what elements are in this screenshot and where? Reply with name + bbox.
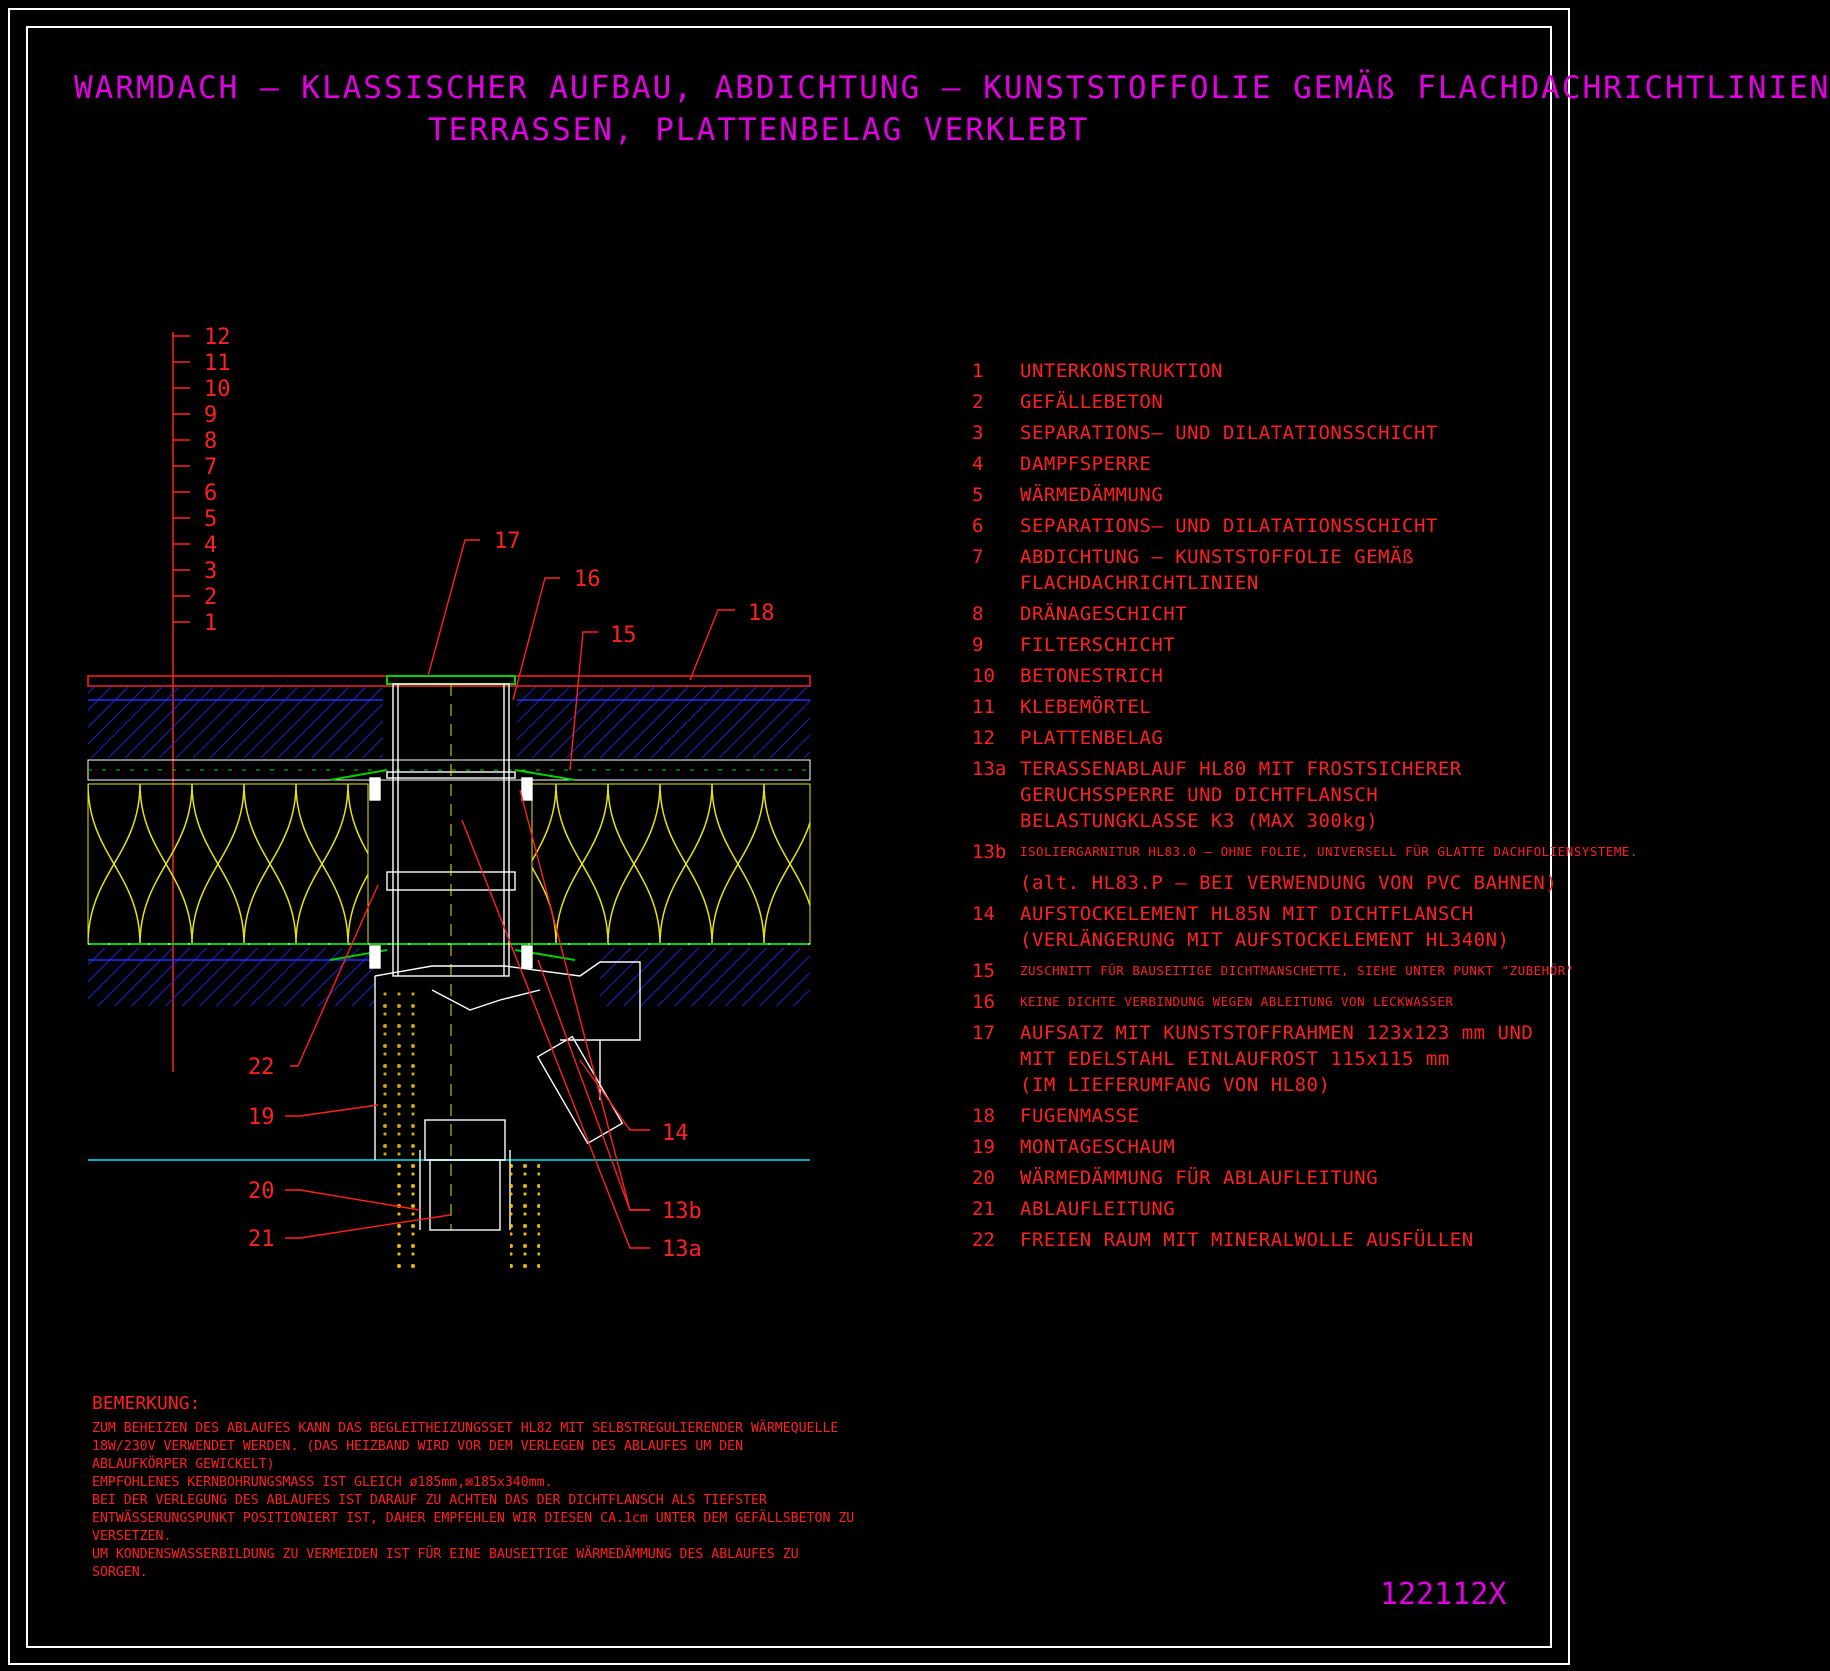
legend-number: 15 [972, 960, 995, 982]
remark-line: SORGEN. [92, 1565, 148, 1580]
remark-block [92, 1393, 942, 1582]
remark-line: VERSETZEN. [92, 1529, 172, 1544]
legend-text: FREIEN RAUM MIT MINERALWOLLE AUSFÜLLEN [1020, 1229, 1474, 1251]
legend-text: BETONESTRICH [1020, 665, 1164, 687]
legend-text: SEPARATIONS– UND DILATATIONSSCHICHT [1020, 422, 1438, 444]
scale-label-3: 3 [204, 559, 218, 584]
remark-line: ZUM BEHEIZEN DES ABLAUFES KANN DAS BEGLEITHEIZUNGSSET HL82 MIT SELBSTREGULIERENDER WÄRMEQUELLE [92, 1421, 839, 1436]
legend-number: 14 [972, 903, 995, 925]
pipe-insulation-left [390, 1162, 420, 1270]
legend-number: 10 [972, 665, 995, 687]
legend-text: FLACHDACHRICHTLINIEN [1020, 572, 1259, 594]
legend-number: 21 [972, 1198, 995, 1220]
callout-14: 14 [662, 1121, 689, 1146]
remark-line: BEI DER VERLEGUNG DES ABLAUFES IST DARAUF ZU ACHTEN DAS DER DICHTFLANSCH ALS TIEFSTER [92, 1493, 767, 1508]
legend-text: GEFÄLLEBETON [1020, 391, 1164, 413]
scale-label-10: 10 [204, 377, 231, 402]
legend-number: 20 [972, 1167, 995, 1189]
scale-label-12: 12 [204, 325, 231, 350]
callout-19: 19 [248, 1105, 275, 1130]
mounting-foam [375, 990, 423, 1158]
callout-13a: 13a [662, 1237, 702, 1262]
legend-text: FUGENMASSE [1020, 1105, 1140, 1127]
scale-label-4: 4 [204, 533, 218, 558]
legend-text: WÄRMEDÄMMUNG [1020, 484, 1164, 506]
pipe-insulation-right [510, 1162, 540, 1270]
scale-label-6: 6 [204, 481, 218, 506]
legend-text: (alt. HL83.P – BEI VERWENDUNG VON PVC BAHNEN) [1020, 872, 1558, 894]
callout-17: 17 [494, 529, 521, 554]
legend-text: KEINE DICHTE VERBINDUNG WEGEN ABLEITUNG VON LECKWASSER [1020, 994, 1454, 1009]
scale-label-7: 7 [204, 455, 218, 480]
legend-number: 16 [972, 991, 995, 1013]
callout-20: 20 [248, 1179, 275, 1204]
legend-text: AUFSTOCKELEMENT HL85N MIT DICHTFLANSCH [1020, 903, 1474, 925]
legend-text: ABDICHTUNG – KUNSTSTOFFOLIE GEMÄß [1020, 546, 1414, 568]
remark-line: 18W/230V VERWENDET WERDEN. (DAS HEIZBAND WIRD VOR DEM VERLEGEN DES ABLAUFES UM DEN [92, 1439, 744, 1454]
legend-text: WÄRMEDÄMMUNG FÜR ABLAUFLEITUNG [1020, 1167, 1379, 1189]
legend-text: (IM LIEFERUMFANG VON HL80) [1020, 1074, 1331, 1096]
legend-text: ISOLIERGARNITUR HL83.0 – OHNE FOLIE, UNIVERSELL FÜR GLATTE DACHFOLIENSYSTEME. [1020, 844, 1638, 859]
legend-number: 7 [972, 546, 984, 568]
scale-label-8: 8 [204, 429, 218, 454]
legend-number: 6 [972, 515, 984, 537]
legend-text: SEPARATIONS– UND DILATATIONSSCHICHT [1020, 515, 1438, 537]
scale-label-9: 9 [204, 403, 218, 428]
legend-number: 9 [972, 634, 984, 656]
remark-lines [92, 1420, 942, 1582]
legend-text: PLATTENBELAG [1020, 727, 1164, 749]
legend-number: 2 [972, 391, 984, 413]
legend-text: UNTERKONSTRUKTION [1020, 360, 1223, 382]
legend-number: 13b [972, 841, 1007, 863]
remark-title: BEMERKUNG: [92, 1393, 201, 1414]
title-line-1: WARMDACH – KLASSISCHER AUFBAU, ABDICHTUNG – KUNSTSTOFFOLIE GEMÄß FLACHDACHRICHTLINIEN [74, 70, 1830, 106]
remark-line: ENTWÄSSERUNGSPUNKT POSITIONIERT IST, DAHER EMPFEHLEN WIR DIESEN CA.1cm UNTER DEM GEFÄLLSBETON ZU [92, 1511, 855, 1526]
legend-text: AUFSATZ MIT KUNSTSTOFFRAHMEN 123x123 mm UND [1020, 1022, 1534, 1044]
legend-number: 4 [972, 453, 984, 475]
drawing-code: 122112X [1380, 1577, 1507, 1612]
legend-number: 12 [972, 727, 995, 749]
legend-text: GERUCHSSPERRE UND DICHTFLANSCH [1020, 784, 1379, 806]
legend-number: 22 [972, 1229, 995, 1251]
legend-number: 11 [972, 696, 995, 718]
roof-layers [88, 676, 810, 1160]
legend-text: BELASTUNGKLASSE K3 (MAX 300kg) [1020, 810, 1379, 832]
legend-text: FILTERSCHICHT [1020, 634, 1176, 656]
callout-16: 16 [574, 567, 601, 592]
callout-22: 22 [248, 1055, 275, 1080]
legend-number: 3 [972, 422, 984, 444]
callout-13b: 13b [662, 1199, 702, 1224]
legend-text: (VERLÄNGERUNG MIT AUFSTOCKELEMENT HL340N) [1020, 929, 1510, 951]
title-line-2: TERRASSEN, PLATTENBELAG VERKLEBT [428, 112, 1090, 148]
callout-21: 21 [248, 1227, 275, 1252]
scale-label-1: 1 [204, 611, 218, 636]
legend-text: ZUSCHNITT FÜR BAUSEITIGE DICHTMANSCHETTE, SIEHE UNTER PUNKT "ZUBEHÖR" [1020, 963, 1574, 978]
legend-number: 19 [972, 1136, 995, 1158]
remark-line: UM KONDENSWASSERBILDUNG ZU VERMEIDEN IST FÜR EINE BAUSEITIGE WÄRMEDÄMMUNG DES ABLAUFES ZU [92, 1547, 799, 1562]
legend-text: DRÄNAGESCHICHT [1020, 603, 1188, 625]
legend-number: 8 [972, 603, 984, 625]
callout-15: 15 [610, 623, 637, 648]
legend-number: 18 [972, 1105, 995, 1127]
callout-18: 18 [748, 601, 775, 626]
legend-text: MONTAGESCHAUM [1020, 1136, 1176, 1158]
legend-text: TERASSENABLAUF HL80 MIT FROSTSICHERER [1020, 758, 1462, 780]
legend-number: 17 [972, 1022, 995, 1044]
scale-label-11: 11 [204, 351, 231, 376]
legend-text: DAMPFSPERRE [1020, 453, 1152, 475]
legend-text: MIT EDELSTAHL EINLAUFROST 115x115 mm [1020, 1048, 1450, 1070]
remark-line: EMPFOHLENES KERNBOHRUNGSMASS IST GLEICH ø185mm,⊠185x340mm. [92, 1475, 553, 1490]
legend-text: KLEBEMÖRTEL [1020, 696, 1152, 718]
legend-number: 1 [972, 360, 984, 382]
legend-number: 5 [972, 484, 984, 506]
scale-label-2: 2 [204, 585, 218, 610]
scale-label-5: 5 [204, 507, 218, 532]
legend-number: 13a [972, 758, 1007, 780]
legend-text: ABLAUFLEITUNG [1020, 1198, 1176, 1220]
remark-line: ABLAUFKÖRPER GEWICKELT) [92, 1457, 275, 1472]
